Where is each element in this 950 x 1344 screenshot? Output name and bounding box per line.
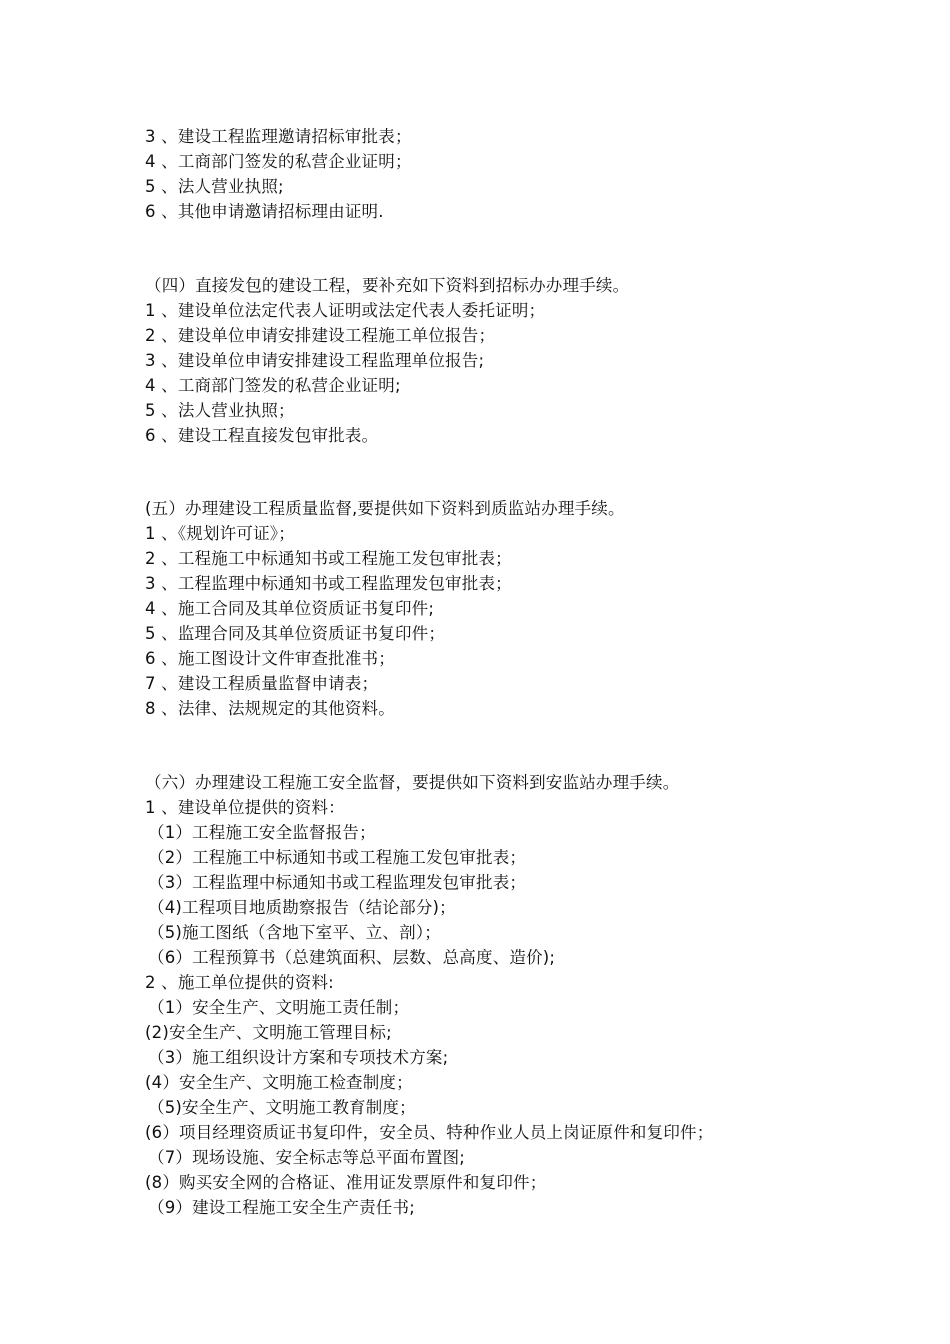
subsection-title: 2 、施工单位提供的资料: bbox=[145, 973, 334, 992]
section-heading: （四）直接发包的建设工程，要补充如下资料到招标办办理手续。 bbox=[145, 276, 630, 295]
list-item: 2 、建设单位申请安排建设工程施工单位报告； bbox=[145, 326, 496, 345]
list-item: (4）安全生产、文明施工检查制度； bbox=[145, 1073, 413, 1092]
list-item: （9）建设工程施工安全生产责任书; bbox=[148, 1198, 415, 1217]
list-item: 4 、施工合同及其单位资质证书复印件; bbox=[145, 599, 435, 618]
list-item: (8）购买安全网的合格证、准用证发票原件和复印件； bbox=[145, 1173, 547, 1192]
section-heading: （六）办理建设工程施工安全监督，要提供如下资料到安监站办理手续。 bbox=[145, 773, 680, 792]
list-item: 5 、监理合同及其单位资质证书复印件； bbox=[145, 624, 446, 643]
list-item: 1 、《规划许可证》； bbox=[145, 524, 295, 543]
section-heading: (五）办理建设工程质量监督,要提供如下资料到质监站办理手续。 bbox=[145, 499, 625, 518]
list-item: （3）工程监理中标通知书或工程监理发包审批表； bbox=[148, 873, 527, 892]
list-item: 1 、建设单位法定代表人证明或法定代表人委托证明； bbox=[145, 301, 546, 320]
subsection-title: 1 、建设单位提供的资料： bbox=[145, 798, 345, 817]
list-item: （2）工程施工中标通知书或工程施工发包审批表； bbox=[148, 848, 527, 867]
list-item: （1）安全生产、文明施工责任制； bbox=[148, 998, 410, 1017]
list-item: 6 、建设工程直接发包审批表。 bbox=[145, 426, 379, 445]
list-item: （4)工程项目地质勘察报告（结论部分)； bbox=[148, 898, 456, 917]
list-item: 4 、工商部门签发的私营企业证明； bbox=[145, 152, 412, 171]
list-item: （1）工程施工安全监督报告； bbox=[148, 823, 376, 842]
list-item: 3 、建设单位申请安排建设工程监理单位报告; bbox=[145, 351, 485, 370]
list-item: （3）施工组织设计方案和专项技术方案; bbox=[148, 1048, 449, 1067]
list-item: （7）现场设施、安全标志等总平面布置图; bbox=[148, 1148, 466, 1167]
list-item: （5)施工图纸（含地下室平、立、剖）； bbox=[148, 923, 441, 942]
list-item: （6）工程预算书（总建筑面积、层数、总高度、造价); bbox=[148, 948, 556, 967]
list-item: 7 、建设工程质量监督申请表； bbox=[145, 674, 379, 693]
list-item: (6）项目经理资质证书复印件，安全员、特种作业人员上岗证原件和复印件； bbox=[145, 1123, 714, 1142]
list-item: 6 、其他申请邀请招标理由证明. bbox=[145, 202, 384, 221]
list-item: (2)安全生产、文明施工管理目标; bbox=[145, 1023, 392, 1042]
list-item: 8 、法律、法规规定的其他资料。 bbox=[145, 699, 395, 718]
list-item: 3 、工程监理中标通知书或工程监理发包审批表； bbox=[145, 574, 512, 593]
list-item: （5)安全生产、文明施工教育制度； bbox=[148, 1098, 416, 1117]
list-item: 3 、建设工程监理邀请招标审批表； bbox=[145, 127, 412, 146]
list-item: 5 、法人营业执照； bbox=[145, 401, 295, 420]
list-item: 6 、施工图设计文件审查批准书； bbox=[145, 649, 395, 668]
list-item: 5 、法人营业执照; bbox=[145, 177, 284, 196]
list-item: 4 、工商部门签发的私营企业证明; bbox=[145, 376, 401, 395]
list-item: 2 、工程施工中标通知书或工程施工发包审批表； bbox=[145, 549, 512, 568]
